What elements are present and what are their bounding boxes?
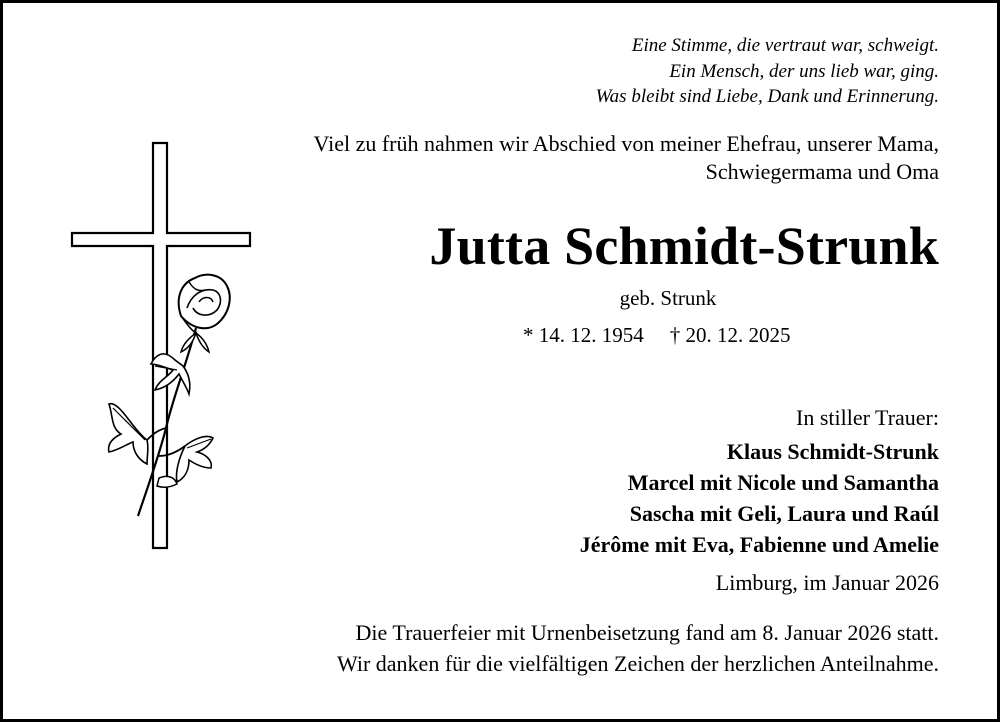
death-date: † 20. 12. 2025: [669, 323, 791, 347]
closing-line: Wir danken für die vielfältigen Zeichen der herzlichen Anteilnahme.: [336, 651, 939, 676]
life-dates: [523, 323, 791, 348]
mourner-name: Klaus Schmidt-Strunk: [726, 439, 939, 464]
intro-line: Viel zu früh nahmen wir Abschied von meiner Ehefrau, unserer Mama,: [313, 131, 939, 156]
poem-line: Was bleibt sind Liebe, Dank und Erinnerung.: [595, 86, 939, 107]
cross-with-rose-icon: [63, 138, 263, 558]
place-date: Limburg, im Januar 2026: [715, 570, 939, 595]
intro-text: [314, 130, 939, 186]
maiden-name: geb. Strunk: [619, 286, 717, 310]
poem-line: Eine Stimme, die vertraut war, schweigt.: [631, 35, 939, 56]
poem: [596, 33, 939, 110]
poem-line: Ein Mensch, der uns lieb war, ging.: [669, 60, 939, 82]
closing-text: [337, 617, 939, 679]
intro-line: Schwiegermama und Oma: [705, 159, 939, 184]
mourners-heading: In stiller Trauer:: [796, 405, 939, 430]
deceased-name: Jutta Schmidt-Strunk: [429, 216, 939, 276]
mourners-list: [580, 436, 939, 560]
mourner-name: Marcel mit Nicole und Samantha: [627, 470, 939, 495]
mourner-name: Jérôme mit Eva, Fabienne und Amelie: [579, 532, 939, 557]
closing-line: Die Trauerfeier mit Urnenbeisetzung fand am 8. Januar 2026 statt.: [355, 620, 939, 645]
mourner-name: Sascha mit Geli, Laura und Raúl: [629, 501, 939, 526]
birth-date: * 14. 12. 1954: [523, 323, 644, 347]
